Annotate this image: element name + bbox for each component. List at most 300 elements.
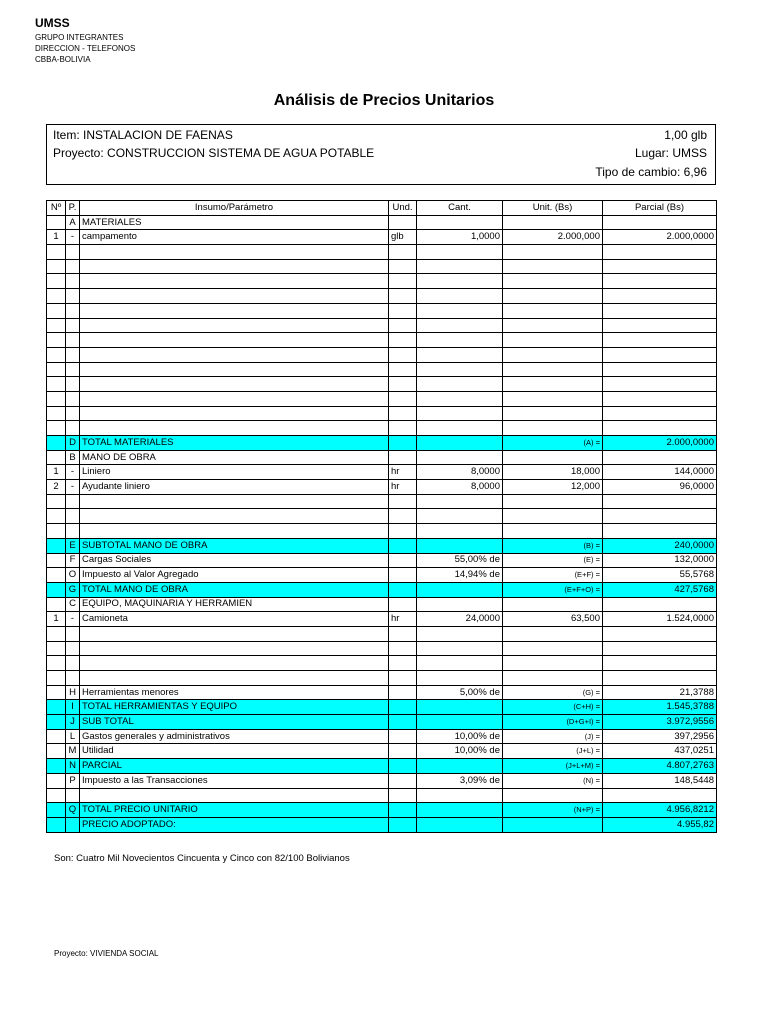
cell-unit: hr [389,465,417,480]
footer-project: Proyecto: VIVIENDA SOCIAL [54,949,159,958]
cell-unit [389,303,417,318]
cell-description [80,347,389,362]
cell-number [47,289,66,304]
table-row [47,347,717,362]
table-row-total [47,582,717,597]
cell-description: MANO DE OBRA [80,450,389,465]
cell-unit-price: 63,500 [503,612,603,627]
cell-code [66,362,80,377]
cell-quantity [417,671,503,686]
cell-quantity [417,377,503,392]
cell-partial [603,245,717,260]
cell-quantity [417,759,503,774]
cell-partial [603,362,717,377]
cell-quantity: 8,0000 [417,465,503,480]
cell-code: L [66,729,80,744]
cell-unit-price: (J+L) = [503,744,603,759]
cell-code [66,524,80,539]
cell-partial: 1.524,0000 [603,612,717,627]
cell-quantity [417,803,503,818]
cell-partial [603,391,717,406]
cell-unit [389,333,417,348]
cell-description: Herramientas menores [80,685,389,700]
cell-unit [389,729,417,744]
cell-quantity: 1,0000 [417,230,503,245]
cell-number [47,817,66,832]
table-row [47,626,717,641]
cell-description [80,656,389,671]
cell-description [80,671,389,686]
header-unit: Und. [389,201,417,216]
cell-unit-price: (B) = [503,538,603,553]
cell-code: C [66,597,80,612]
cell-number [47,700,66,715]
cell-number [47,377,66,392]
cell-description: TOTAL MATERIALES [80,436,389,451]
cell-partial [603,626,717,641]
cell-number: 1 [47,230,66,245]
cell-partial [603,597,717,612]
cell-partial: 4.955,82 [603,817,717,832]
place: Lugar: UMSS [634,146,707,160]
cell-quantity [417,626,503,641]
table-row [47,406,717,421]
table-row [47,509,717,524]
cell-quantity [417,817,503,832]
cell-number [47,744,66,759]
cell-unit [389,715,417,730]
cell-unit: glb [389,230,417,245]
cell-quantity [417,524,503,539]
cell-unit [389,538,417,553]
cell-code [66,245,80,260]
cell-number [47,685,66,700]
cell-unit-price [503,406,603,421]
cell-description: SUB TOTAL [80,715,389,730]
cell-code: G [66,582,80,597]
cell-partial: 1.545,3788 [603,700,717,715]
cell-unit-price: (D+G+I) = [503,715,603,730]
header-number: Nº [47,201,66,216]
table-row [47,289,717,304]
cell-quantity [417,318,503,333]
cell-unit-price [503,333,603,348]
cell-quantity [417,289,503,304]
cell-quantity [417,347,503,362]
cell-partial: 55,5768 [603,568,717,583]
cell-partial: 96,0000 [603,480,717,495]
cell-number [47,729,66,744]
header-line-city: CBBA-BOLIVIA [35,55,91,64]
cell-unit-price: (N) = [503,773,603,788]
cell-code: O [66,568,80,583]
cell-code: I [66,700,80,715]
cell-unit-price [503,626,603,641]
table-row [47,685,717,700]
cell-unit-price [503,641,603,656]
cell-number [47,333,66,348]
cell-unit-price [503,494,603,509]
cell-number [47,347,66,362]
cell-partial: 4.807,2763 [603,759,717,774]
cell-description: campamento [80,230,389,245]
cell-description: Utilidad [80,744,389,759]
cell-unit-price: (G) = [503,685,603,700]
cell-code [66,377,80,392]
cell-unit [389,553,417,568]
cell-number [47,362,66,377]
cell-quantity [417,406,503,421]
cell-unit [389,245,417,260]
cell-description [80,524,389,539]
cell-description [80,421,389,436]
cell-quantity: 10,00% de [417,729,503,744]
cell-quantity [417,450,503,465]
cell-partial: 21,3788 [603,685,717,700]
cell-description [80,509,389,524]
cell-unit-price [503,274,603,289]
header-line-members: GRUPO INTEGRANTES [35,33,124,42]
table-row [47,524,717,539]
cell-description [80,626,389,641]
cell-code [66,626,80,641]
cell-quantity [417,597,503,612]
cell-quantity [417,700,503,715]
header-code: P. [66,201,80,216]
cell-number: 1 [47,612,66,627]
cell-description [80,788,389,803]
cell-unit-price [503,450,603,465]
cell-unit-price [503,289,603,304]
item-name: Item: INSTALACION DE FAENAS [53,128,233,142]
cell-partial [603,656,717,671]
table-row [47,362,717,377]
cell-partial: 4.956,8212 [603,803,717,818]
cell-unit-price: (E+F) = [503,568,603,583]
cell-unit-price [503,318,603,333]
cell-partial [603,333,717,348]
cell-unit [389,817,417,832]
cell-partial [603,641,717,656]
cell-number [47,450,66,465]
cell-description: MATERIALES [80,215,389,230]
table-row [47,318,717,333]
cell-number [47,773,66,788]
cell-description: Camioneta [80,612,389,627]
cell-unit-price [503,303,603,318]
project-name: Proyecto: CONSTRUCCION SISTEMA DE AGUA POTABLE [53,146,375,160]
cell-unit: hr [389,480,417,495]
cell-code: P [66,773,80,788]
table-row-total [47,803,717,818]
cell-unit-price: (J+L+M) = [503,759,603,774]
table-row [47,671,717,686]
table-row [47,215,717,230]
table-row [47,421,717,436]
cell-unit [389,450,417,465]
table-row [47,450,717,465]
cell-partial [603,303,717,318]
cell-unit [389,656,417,671]
cell-description [80,333,389,348]
cell-quantity [417,362,503,377]
cell-quantity [417,245,503,260]
item-quantity: 1,00 glb [664,128,707,142]
cell-unit [389,391,417,406]
cell-unit [389,215,417,230]
cell-quantity [417,641,503,656]
cell-unit-price [503,377,603,392]
cell-unit-price [503,391,603,406]
cell-code: J [66,715,80,730]
cell-unit-price [503,656,603,671]
cell-partial [603,318,717,333]
cell-description: EQUIPO, MAQUINARIA Y HERRAMIEN [80,597,389,612]
cell-unit-price: 18,000 [503,465,603,480]
cell-number [47,715,66,730]
cell-unit-price [503,362,603,377]
cell-unit [389,436,417,451]
cell-code [66,391,80,406]
cell-number [47,656,66,671]
header-unit-price: Unit. (Bs) [503,201,603,216]
table-row [47,391,717,406]
cell-code: Q [66,803,80,818]
cell-description: PARCIAL [80,759,389,774]
cell-unit-price: (C+H) = [503,700,603,715]
cell-code [66,259,80,274]
cell-quantity [417,274,503,289]
cell-description [80,377,389,392]
cell-code: M [66,744,80,759]
cell-unit [389,362,417,377]
cell-unit [389,377,417,392]
cell-unit [389,259,417,274]
cell-description [80,406,389,421]
cell-quantity: 10,00% de [417,744,503,759]
cell-code [66,347,80,362]
cell-unit-price [503,421,603,436]
table-row [47,480,717,495]
cell-description [80,494,389,509]
cell-code: H [66,685,80,700]
cell-quantity [417,391,503,406]
cell-description: SUBTOTAL MANO DE OBRA [80,538,389,553]
cell-quantity: 5,00% de [417,685,503,700]
cell-description [80,318,389,333]
cell-unit [389,582,417,597]
cell-unit [389,421,417,436]
cell-quantity [417,303,503,318]
cell-partial [603,450,717,465]
cell-number [47,303,66,318]
cell-number [47,803,66,818]
cell-unit-price [503,215,603,230]
cell-unit [389,744,417,759]
cell-quantity [417,333,503,348]
cell-unit [389,803,417,818]
cell-description [80,303,389,318]
page-title: Análisis de Precios Unitarios [273,92,495,109]
cell-partial [603,524,717,539]
cell-code [66,333,80,348]
cell-unit-price [503,347,603,362]
cell-quantity: 3,09% de [417,773,503,788]
cell-code [66,318,80,333]
cell-quantity [417,509,503,524]
cell-quantity [417,494,503,509]
cell-unit [389,700,417,715]
table-row [47,494,717,509]
cell-description [80,391,389,406]
cell-code [66,274,80,289]
cell-number [47,553,66,568]
cell-unit [389,641,417,656]
cell-unit-price [503,788,603,803]
cell-partial [603,289,717,304]
cell-partial: 144,0000 [603,465,717,480]
table-row [47,612,717,627]
header-partial: Parcial (Bs) [603,201,717,216]
cell-unit [389,318,417,333]
cell-code [66,289,80,304]
cell-code: - [66,465,80,480]
cell-unit [389,685,417,700]
cell-unit-price: (J) = [503,729,603,744]
cell-quantity [417,259,503,274]
cell-number [47,524,66,539]
cell-code [66,671,80,686]
cell-number [47,641,66,656]
cell-number [47,759,66,774]
cell-partial: 397,2956 [603,729,717,744]
cell-partial [603,347,717,362]
cell-quantity [417,436,503,451]
cell-number [47,406,66,421]
cell-unit-price [503,524,603,539]
cell-unit [389,759,417,774]
table-row [47,303,717,318]
cell-unit [389,788,417,803]
cell-description: Impuesto a las Transacciones [80,773,389,788]
cell-partial [603,274,717,289]
cell-number [47,509,66,524]
cell-partial: 437,0251 [603,744,717,759]
cell-quantity [417,788,503,803]
cell-description [80,641,389,656]
cell-description [80,259,389,274]
cell-partial [603,788,717,803]
cell-code: F [66,553,80,568]
cell-unit [389,289,417,304]
cell-unit-price: (E) = [503,553,603,568]
cell-code [66,494,80,509]
cell-code: - [66,612,80,627]
table-row [47,597,717,612]
exchange-rate: Tipo de cambio: 6,96 [595,165,707,179]
cell-number [47,568,66,583]
table-row [47,568,717,583]
price-analysis-table [46,200,717,833]
cell-unit-price: 2.000,000 [503,230,603,245]
cell-code [66,421,80,436]
cell-quantity: 24,0000 [417,612,503,627]
cell-description [80,362,389,377]
cell-description [80,245,389,260]
cell-number [47,215,66,230]
cell-quantity: 55,00% de [417,553,503,568]
cell-code: - [66,230,80,245]
cell-unit-price: (N+P) = [503,803,603,818]
org-name: UMSS [35,16,70,30]
cell-partial [603,259,717,274]
cell-description: TOTAL PRECIO UNITARIO [80,803,389,818]
table-row [47,553,717,568]
table-row [47,656,717,671]
cell-unit-price [503,671,603,686]
cell-unit [389,597,417,612]
cell-unit [389,626,417,641]
cell-unit [389,347,417,362]
table-row-total [47,700,717,715]
cell-partial: 240,0000 [603,538,717,553]
table-row [47,274,717,289]
cell-number [47,391,66,406]
cell-quantity [417,215,503,230]
cell-description: Cargas Sociales [80,553,389,568]
cell-unit [389,568,417,583]
cell-quantity [417,538,503,553]
cell-unit: hr [389,612,417,627]
cell-description [80,289,389,304]
cell-quantity [417,421,503,436]
table-row-total [47,759,717,774]
cell-partial: 2.000,0000 [603,436,717,451]
cell-partial: 427,5768 [603,582,717,597]
cell-unit-price: 12,000 [503,480,603,495]
table-row [47,729,717,744]
cell-number [47,274,66,289]
cell-number: 2 [47,480,66,495]
cell-number [47,538,66,553]
cell-partial: 148,5448 [603,773,717,788]
cell-unit [389,524,417,539]
cell-partial [603,494,717,509]
cell-partial [603,215,717,230]
cell-code: E [66,538,80,553]
cell-unit-price [503,245,603,260]
cell-description: Impuesto al Valor Agregado [80,568,389,583]
cell-description: TOTAL HERRAMIENTAS Y EQUIPO [80,700,389,715]
table-row [47,245,717,260]
header-line-contact: DIRECCION - TELEFONOS [35,44,136,53]
cell-code [66,817,80,832]
cell-code [66,788,80,803]
cell-quantity: 14,94% de [417,568,503,583]
cell-description: TOTAL MANO DE OBRA [80,582,389,597]
cell-code: D [66,436,80,451]
cell-unit [389,406,417,421]
table-row-total [47,817,717,832]
table-row [47,333,717,348]
cell-number [47,436,66,451]
cell-description: Ayudante liniero [80,480,389,495]
cell-partial: 132,0000 [603,553,717,568]
cell-code [66,303,80,318]
table-row-total [47,715,717,730]
table-row-total [47,436,717,451]
cell-partial: 2.000,0000 [603,230,717,245]
